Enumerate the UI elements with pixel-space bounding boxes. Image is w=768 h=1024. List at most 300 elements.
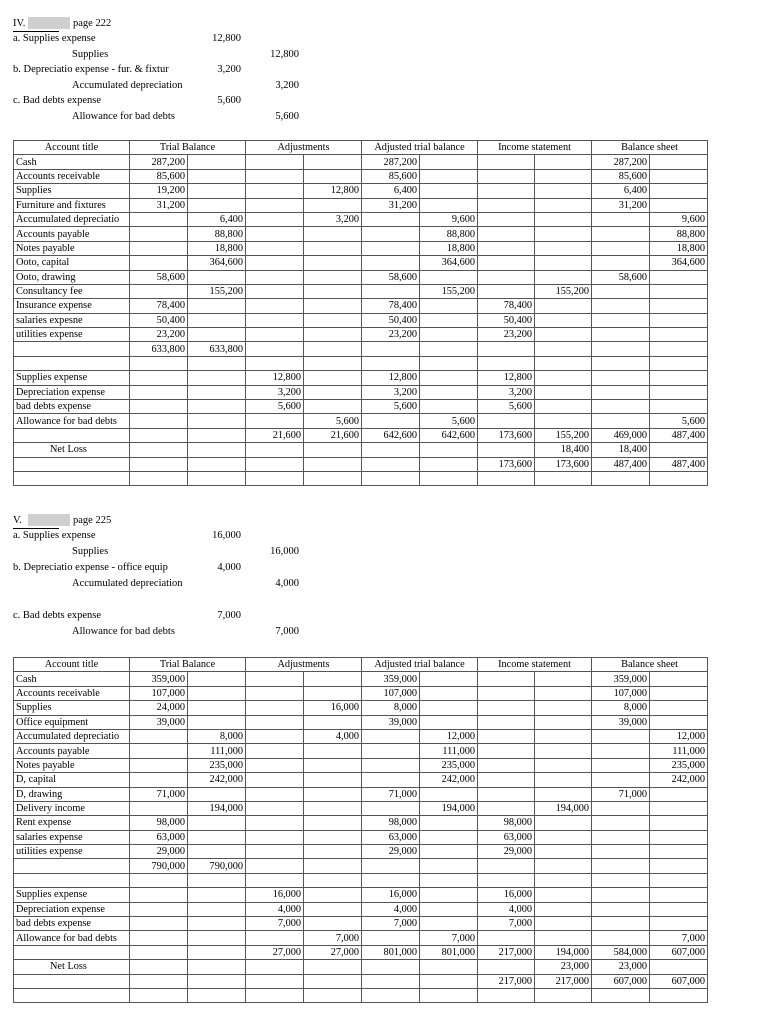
amount-cell bbox=[130, 212, 188, 226]
amount-cell bbox=[592, 902, 650, 916]
amount-cell bbox=[304, 859, 362, 873]
amount-cell: 27,000 bbox=[246, 945, 304, 959]
amount-cell bbox=[478, 212, 535, 226]
amount-cell bbox=[362, 931, 420, 945]
amount-cell: 31,200 bbox=[130, 198, 188, 212]
amount-cell bbox=[535, 241, 592, 255]
table-row bbox=[14, 945, 708, 959]
amount-cell: 242,000 bbox=[650, 773, 708, 787]
amount-cell bbox=[362, 356, 420, 370]
amount-cell bbox=[246, 816, 304, 830]
amount-cell: 111,000 bbox=[420, 744, 478, 758]
amount-cell bbox=[304, 328, 362, 342]
amount-cell bbox=[188, 816, 246, 830]
amount-cell bbox=[304, 960, 362, 974]
amount-cell bbox=[304, 356, 362, 370]
amount-cell: 39,000 bbox=[592, 715, 650, 729]
worksheet-table bbox=[13, 657, 708, 1003]
amount-cell: 23,200 bbox=[478, 328, 535, 342]
account-title-cell: utilities expense bbox=[14, 845, 130, 859]
amount-cell bbox=[592, 988, 650, 1002]
journal-label: c. Bad debts expense bbox=[13, 95, 102, 106]
amount-cell bbox=[362, 758, 420, 772]
amount-cell bbox=[246, 758, 304, 772]
amount-cell: 487,400 bbox=[592, 457, 650, 471]
amount-cell bbox=[420, 342, 478, 356]
amount-cell bbox=[246, 744, 304, 758]
amount-cell bbox=[535, 313, 592, 327]
journal-credit: 4,000 bbox=[275, 578, 299, 589]
amount-cell bbox=[188, 414, 246, 428]
amount-cell bbox=[650, 715, 708, 729]
amount-cell bbox=[188, 873, 246, 887]
amount-cell: 18,800 bbox=[420, 241, 478, 255]
amount-cell bbox=[535, 902, 592, 916]
amount-cell bbox=[130, 917, 188, 931]
amount-cell bbox=[304, 715, 362, 729]
amount-cell: 16,000 bbox=[362, 888, 420, 902]
amount-cell bbox=[130, 400, 188, 414]
amount-cell: 63,000 bbox=[478, 830, 535, 844]
account-title-cell: Supplies expense bbox=[14, 888, 130, 902]
amount-cell bbox=[478, 859, 535, 873]
amount-cell: 18,400 bbox=[592, 443, 650, 457]
account-title-cell: Furniture and fixtures bbox=[14, 198, 130, 212]
section-number: IV. bbox=[13, 18, 26, 29]
amount-cell: 607,000 bbox=[592, 974, 650, 988]
amount-cell: 607,000 bbox=[650, 974, 708, 988]
amount-cell: 287,200 bbox=[362, 155, 420, 169]
account-title-cell bbox=[14, 342, 130, 356]
amount-cell bbox=[188, 672, 246, 686]
amount-cell bbox=[650, 155, 708, 169]
table-row bbox=[14, 241, 708, 255]
amount-cell bbox=[246, 801, 304, 815]
account-title-cell: Accumulated depreciatio bbox=[14, 729, 130, 743]
account-title-cell bbox=[14, 988, 130, 1002]
amount-cell bbox=[362, 960, 420, 974]
amount-cell bbox=[246, 313, 304, 327]
amount-cell bbox=[188, 428, 246, 442]
amount-cell: 642,600 bbox=[362, 428, 420, 442]
amount-cell bbox=[478, 744, 535, 758]
account-title-cell bbox=[14, 873, 130, 887]
amount-cell: 801,000 bbox=[362, 945, 420, 959]
amount-cell bbox=[592, 816, 650, 830]
amount-cell bbox=[188, 198, 246, 212]
amount-cell bbox=[650, 299, 708, 313]
account-title-cell: Cash bbox=[14, 155, 130, 169]
table-row bbox=[14, 227, 708, 241]
amount-cell: 9,600 bbox=[650, 212, 708, 226]
amount-cell: 98,000 bbox=[362, 816, 420, 830]
amount-cell: 6,400 bbox=[188, 212, 246, 226]
amount-cell: 235,000 bbox=[188, 758, 246, 772]
amount-cell bbox=[246, 155, 304, 169]
amount-cell: 217,000 bbox=[478, 974, 535, 988]
amount-cell: 21,600 bbox=[304, 428, 362, 442]
table-row bbox=[14, 787, 708, 801]
amount-cell bbox=[650, 328, 708, 342]
amount-cell bbox=[246, 299, 304, 313]
amount-cell: 63,000 bbox=[362, 830, 420, 844]
amount-cell: 98,000 bbox=[130, 816, 188, 830]
amount-cell bbox=[304, 400, 362, 414]
amount-cell: 88,800 bbox=[188, 227, 246, 241]
amount-cell bbox=[188, 974, 246, 988]
header-trial-balance: Trial Balance bbox=[130, 141, 246, 155]
amount-cell bbox=[535, 400, 592, 414]
amount-cell bbox=[478, 758, 535, 772]
amount-cell bbox=[592, 299, 650, 313]
amount-cell: 50,400 bbox=[478, 313, 535, 327]
amount-cell bbox=[478, 773, 535, 787]
amount-cell bbox=[592, 773, 650, 787]
amount-cell bbox=[592, 284, 650, 298]
amount-cell bbox=[362, 227, 420, 241]
amount-cell bbox=[535, 256, 592, 270]
amount-cell bbox=[650, 313, 708, 327]
amount-cell: 242,000 bbox=[420, 773, 478, 787]
amount-cell: 78,400 bbox=[130, 299, 188, 313]
amount-cell: 155,200 bbox=[420, 284, 478, 298]
amount-cell: 217,000 bbox=[535, 974, 592, 988]
amount-cell bbox=[130, 945, 188, 959]
amount-cell bbox=[420, 313, 478, 327]
amount-cell bbox=[535, 686, 592, 700]
amount-cell bbox=[246, 270, 304, 284]
amount-cell: 29,000 bbox=[130, 845, 188, 859]
amount-cell bbox=[362, 471, 420, 485]
journal-debit: 3,200 bbox=[217, 64, 241, 75]
amount-cell bbox=[478, 241, 535, 255]
amount-cell: 39,000 bbox=[362, 715, 420, 729]
amount-cell: 107,000 bbox=[592, 686, 650, 700]
amount-cell bbox=[130, 284, 188, 298]
amount-cell bbox=[246, 974, 304, 988]
journal-label: b. Depreciatio expense - fur. & fixtur bbox=[13, 64, 169, 75]
amount-cell: 469,000 bbox=[592, 428, 650, 442]
amount-cell bbox=[592, 385, 650, 399]
account-title-cell: Allowance for bad debts bbox=[14, 414, 130, 428]
table-row bbox=[14, 960, 708, 974]
account-title-cell: utilities expense bbox=[14, 328, 130, 342]
journal-label: Supplies bbox=[72, 48, 109, 60]
amount-cell bbox=[478, 801, 535, 815]
amount-cell: 16,000 bbox=[478, 888, 535, 902]
amount-cell: 8,000 bbox=[592, 701, 650, 715]
amount-cell bbox=[535, 328, 592, 342]
amount-cell bbox=[188, 902, 246, 916]
amount-cell: 364,600 bbox=[420, 256, 478, 270]
table-row bbox=[14, 457, 708, 471]
amount-cell: 194,000 bbox=[535, 801, 592, 815]
journal-label: a. Supplies expense bbox=[13, 530, 96, 541]
amount-cell: 359,000 bbox=[362, 672, 420, 686]
table-row bbox=[14, 313, 708, 327]
amount-cell: 24,000 bbox=[130, 701, 188, 715]
amount-cell bbox=[304, 816, 362, 830]
amount-cell bbox=[246, 686, 304, 700]
journal-label: c. Bad debts expense bbox=[13, 610, 102, 621]
amount-cell bbox=[246, 184, 304, 198]
amount-cell bbox=[246, 342, 304, 356]
amount-cell bbox=[650, 385, 708, 399]
amount-cell: 194,000 bbox=[535, 945, 592, 959]
amount-cell: 39,000 bbox=[130, 715, 188, 729]
amount-cell: 7,000 bbox=[650, 931, 708, 945]
amount-cell bbox=[650, 284, 708, 298]
amount-cell: 242,000 bbox=[188, 773, 246, 787]
amount-cell bbox=[650, 342, 708, 356]
amount-cell bbox=[420, 155, 478, 169]
amount-cell bbox=[130, 256, 188, 270]
amount-cell: 633,800 bbox=[130, 342, 188, 356]
amount-cell bbox=[650, 902, 708, 916]
amount-cell bbox=[650, 888, 708, 902]
amount-cell: 12,000 bbox=[650, 729, 708, 743]
amount-cell bbox=[246, 830, 304, 844]
table-row bbox=[14, 845, 708, 859]
amount-cell bbox=[420, 960, 478, 974]
amount-cell bbox=[592, 313, 650, 327]
amount-cell bbox=[535, 988, 592, 1002]
journal-debit: 5,600 bbox=[217, 95, 241, 106]
amount-cell: 7,000 bbox=[304, 931, 362, 945]
table-row bbox=[14, 701, 708, 715]
amount-cell bbox=[535, 371, 592, 385]
amount-cell: 3,200 bbox=[478, 385, 535, 399]
table-row bbox=[14, 873, 708, 887]
account-title-cell: Supplies bbox=[14, 701, 130, 715]
amount-cell bbox=[535, 845, 592, 859]
amount-cell bbox=[420, 270, 478, 284]
amount-cell bbox=[188, 988, 246, 1002]
amount-cell bbox=[592, 917, 650, 931]
amount-cell: 31,200 bbox=[592, 198, 650, 212]
amount-cell bbox=[246, 787, 304, 801]
section-number: V. bbox=[13, 515, 22, 526]
amount-cell bbox=[304, 845, 362, 859]
amount-cell: 607,000 bbox=[650, 945, 708, 959]
amount-cell bbox=[420, 816, 478, 830]
amount-cell: 29,000 bbox=[478, 845, 535, 859]
amount-cell: 4,000 bbox=[246, 902, 304, 916]
header-adjustments: Adjustments bbox=[246, 658, 362, 672]
amount-cell bbox=[246, 931, 304, 945]
amount-cell bbox=[650, 198, 708, 212]
amount-cell bbox=[592, 471, 650, 485]
amount-cell bbox=[304, 169, 362, 183]
amount-cell bbox=[188, 457, 246, 471]
amount-cell bbox=[246, 241, 304, 255]
header-adjustments: Adjustments bbox=[246, 141, 362, 155]
amount-cell: 5,600 bbox=[478, 400, 535, 414]
amount-cell: 155,200 bbox=[535, 284, 592, 298]
account-title-cell: Notes payable bbox=[14, 758, 130, 772]
amount-cell bbox=[304, 758, 362, 772]
account-title-cell: salaries expense bbox=[14, 830, 130, 844]
table-row bbox=[14, 371, 708, 385]
amount-cell bbox=[304, 974, 362, 988]
amount-cell: 7,000 bbox=[362, 917, 420, 931]
amount-cell bbox=[420, 859, 478, 873]
amount-cell bbox=[420, 471, 478, 485]
amount-cell bbox=[304, 227, 362, 241]
amount-cell: 7,000 bbox=[246, 917, 304, 931]
amount-cell: 287,200 bbox=[592, 155, 650, 169]
amount-cell bbox=[304, 801, 362, 815]
journal-debit: 12,800 bbox=[212, 33, 241, 44]
account-title-cell: D, drawing bbox=[14, 787, 130, 801]
amount-cell bbox=[246, 471, 304, 485]
amount-cell bbox=[188, 787, 246, 801]
amount-cell bbox=[188, 328, 246, 342]
amount-cell: 16,000 bbox=[304, 701, 362, 715]
amount-cell: 173,600 bbox=[478, 428, 535, 442]
amount-cell bbox=[535, 385, 592, 399]
account-title-cell: Rent expense bbox=[14, 816, 130, 830]
amount-cell bbox=[650, 686, 708, 700]
table-row bbox=[14, 184, 708, 198]
amount-cell: 78,400 bbox=[362, 299, 420, 313]
amount-cell bbox=[130, 931, 188, 945]
amount-cell bbox=[188, 888, 246, 902]
table-row bbox=[14, 428, 708, 442]
journal-debit: 4,000 bbox=[217, 562, 241, 573]
amount-cell bbox=[592, 356, 650, 370]
table-row bbox=[14, 988, 708, 1002]
amount-cell bbox=[304, 773, 362, 787]
amount-cell bbox=[592, 801, 650, 815]
table-row bbox=[14, 256, 708, 270]
amount-cell bbox=[362, 801, 420, 815]
amount-cell: 18,400 bbox=[535, 443, 592, 457]
table-row bbox=[14, 198, 708, 212]
account-title-cell: bad debts expense bbox=[14, 400, 130, 414]
page-reference: page 225 bbox=[73, 515, 112, 526]
amount-cell bbox=[535, 356, 592, 370]
amount-cell bbox=[362, 744, 420, 758]
amount-cell bbox=[420, 830, 478, 844]
amount-cell bbox=[130, 773, 188, 787]
amount-cell bbox=[592, 227, 650, 241]
amount-cell bbox=[478, 443, 535, 457]
amount-cell: 5,600 bbox=[304, 414, 362, 428]
account-title-cell: Notes payable bbox=[14, 241, 130, 255]
amount-cell bbox=[592, 859, 650, 873]
account-title-cell bbox=[14, 471, 130, 485]
amount-cell bbox=[478, 270, 535, 284]
table-row bbox=[14, 917, 708, 931]
amount-cell bbox=[535, 873, 592, 887]
amount-cell bbox=[188, 471, 246, 485]
table-row bbox=[14, 443, 708, 457]
account-title-cell: Accumulated depreciatio bbox=[14, 212, 130, 226]
account-title-cell: Net Loss bbox=[14, 443, 130, 457]
amount-cell bbox=[478, 701, 535, 715]
account-title-cell: Depreciation expense bbox=[14, 385, 130, 399]
amount-cell: 12,000 bbox=[420, 729, 478, 743]
amount-cell bbox=[246, 773, 304, 787]
account-title-cell: Office equipment bbox=[14, 715, 130, 729]
amount-cell bbox=[535, 471, 592, 485]
table-row bbox=[14, 902, 708, 916]
amount-cell: 111,000 bbox=[650, 744, 708, 758]
amount-cell bbox=[478, 686, 535, 700]
amount-cell: 3,200 bbox=[246, 385, 304, 399]
amount-cell: 12,800 bbox=[362, 371, 420, 385]
amount-cell bbox=[478, 227, 535, 241]
amount-cell bbox=[650, 270, 708, 284]
amount-cell bbox=[246, 729, 304, 743]
amount-cell bbox=[592, 873, 650, 887]
journal-credit: 12,800 bbox=[270, 48, 299, 60]
account-title-cell: Insurance expense bbox=[14, 299, 130, 313]
amount-cell: 19,200 bbox=[130, 184, 188, 198]
amount-cell bbox=[535, 227, 592, 241]
account-title-cell: Accounts payable bbox=[14, 227, 130, 241]
page-reference: page 222 bbox=[73, 18, 112, 29]
account-title-cell bbox=[14, 457, 130, 471]
header-account-title: Account title bbox=[14, 658, 130, 672]
amount-cell bbox=[535, 744, 592, 758]
amount-cell: 58,600 bbox=[130, 270, 188, 284]
account-title-cell: D, capital bbox=[14, 773, 130, 787]
amount-cell bbox=[478, 342, 535, 356]
table-row bbox=[14, 471, 708, 485]
table-row bbox=[14, 385, 708, 399]
amount-cell bbox=[535, 184, 592, 198]
table-row bbox=[14, 342, 708, 356]
amount-cell bbox=[535, 270, 592, 284]
amount-cell bbox=[420, 917, 478, 931]
amount-cell bbox=[246, 212, 304, 226]
amount-cell bbox=[246, 256, 304, 270]
amount-cell: 194,000 bbox=[188, 801, 246, 815]
amount-cell bbox=[246, 169, 304, 183]
amount-cell bbox=[420, 988, 478, 1002]
amount-cell: 4,000 bbox=[362, 902, 420, 916]
amount-cell bbox=[362, 729, 420, 743]
amount-cell bbox=[188, 313, 246, 327]
header-income-statement: Income statement bbox=[478, 658, 592, 672]
amount-cell bbox=[188, 155, 246, 169]
amount-cell bbox=[188, 845, 246, 859]
amount-cell bbox=[535, 198, 592, 212]
table-row bbox=[14, 931, 708, 945]
amount-cell bbox=[304, 198, 362, 212]
amount-cell bbox=[650, 960, 708, 974]
amount-cell bbox=[592, 729, 650, 743]
journal-label: Accumulated depreciation bbox=[72, 578, 183, 589]
table-row bbox=[14, 830, 708, 844]
amount-cell bbox=[535, 672, 592, 686]
amount-cell bbox=[420, 400, 478, 414]
amount-cell: 88,800 bbox=[650, 227, 708, 241]
amount-cell bbox=[650, 443, 708, 457]
table-row bbox=[14, 686, 708, 700]
amount-cell bbox=[304, 457, 362, 471]
account-title-cell: Net Loss bbox=[14, 960, 130, 974]
amount-cell: 642,600 bbox=[420, 428, 478, 442]
amount-cell bbox=[304, 342, 362, 356]
amount-cell bbox=[130, 227, 188, 241]
table-row bbox=[14, 212, 708, 226]
amount-cell: 12,800 bbox=[304, 184, 362, 198]
amount-cell bbox=[304, 241, 362, 255]
amount-cell: 16,000 bbox=[246, 888, 304, 902]
